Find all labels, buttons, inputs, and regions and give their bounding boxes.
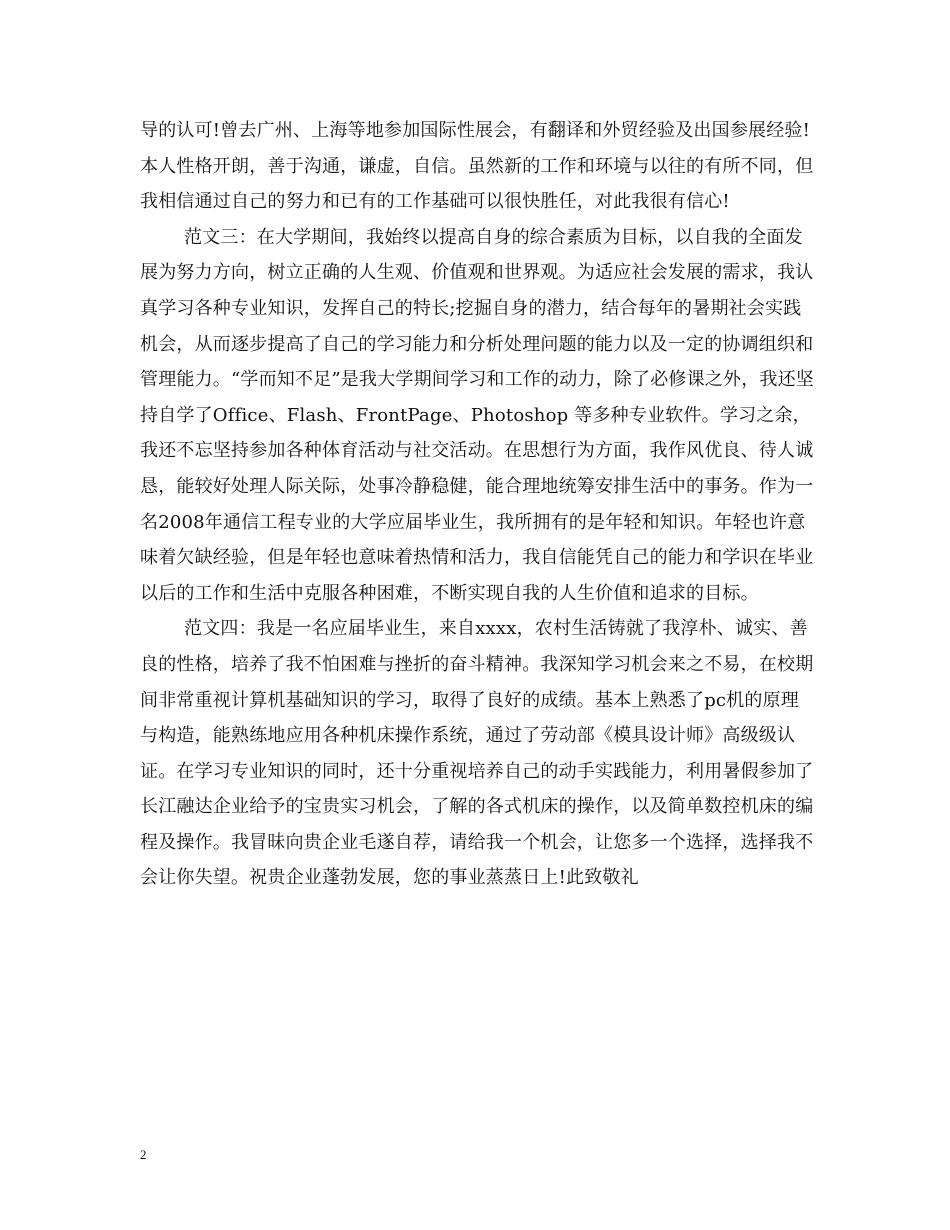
paragraph-continued: 导的认可!曾去广州、上海等地参加国际性展会，有翻译和外贸经验及出国参展经验!本人性格开朗，善于沟通，谦虚，自信。虽然新的工作和环境与以往的有所不同，但我相信通过自己的努力和已有的工作基础可以很快胜任，对此我很有信心! <box>140 120 814 213</box>
paragraph-sample-three: 范文三：在大学期间，我始终以提高自身的综合素质为目标，以自我的全面发展为努力方向，树立正确的人生观、价值观和世界观。为适应社会发展的需求，我认真学习各种专业知识，发挥自己的特长;挖掘自身的潜力，结合每年的暑期社会实践机会，从而逐步提高了自己的学习能力和分析处理问题的能力以及一定的协调组织和管理能力。“学而知不足”是我大学期间学习和工作的动力，除了必修课之外，我还坚持自学了Office、Flash、FrontPage、Photoshop 等多种专业软件。学习之余，我还不忘坚持参加各种体育活动与社交活动。在思想行为方面，我作风优良、待人诚恳，能较好处理人际关际，处事冷静稳健，能合理地统筹安排生活中的事务。作为一名2008年通信工程专业的大学应届毕业生，我所拥有的是年轻和知识。年轻也许意味着欠缺经验，但是年轻也意味着热情和活力，我自信能凭自己的能力和学识在毕业以后的工作和生活中克服各种困难，不断实现自我的人生价值和追求的目标。 <box>140 226 815 604</box>
page-number: 2 <box>140 1147 147 1162</box>
document-body <box>140 113 816 896</box>
paragraph-sample-four: 范文四：我是一名应届毕业生，来自xxxx，农村生活铸就了我淳朴、诚实、善良的性格，培养了我不怕困难与挫折的奋斗精神。我深知学习机会来之不易，在校期间非常重视计算机基础知识的学习，取得了良好的成绩。基本上熟悉了pc机的原理与构造，能熟练地应用各种机床操作系统，通过了劳动部《模具设计师》高级级认证。在学习专业知识的同时，还十分重视培养自己的动手实践能力，利用暑假参加了长江融达企业给予的宝贵实习机会，了解的各式机床的操作，以及简单数控机床的编程及操作。我冒昧向贵企业毛遂自荐，请给我一个机会，让您多一个选择，选择我不会让你失望。祝贵企业蓬勃发展，您的事业蒸蒸日上!此致敬礼 <box>140 618 814 889</box>
